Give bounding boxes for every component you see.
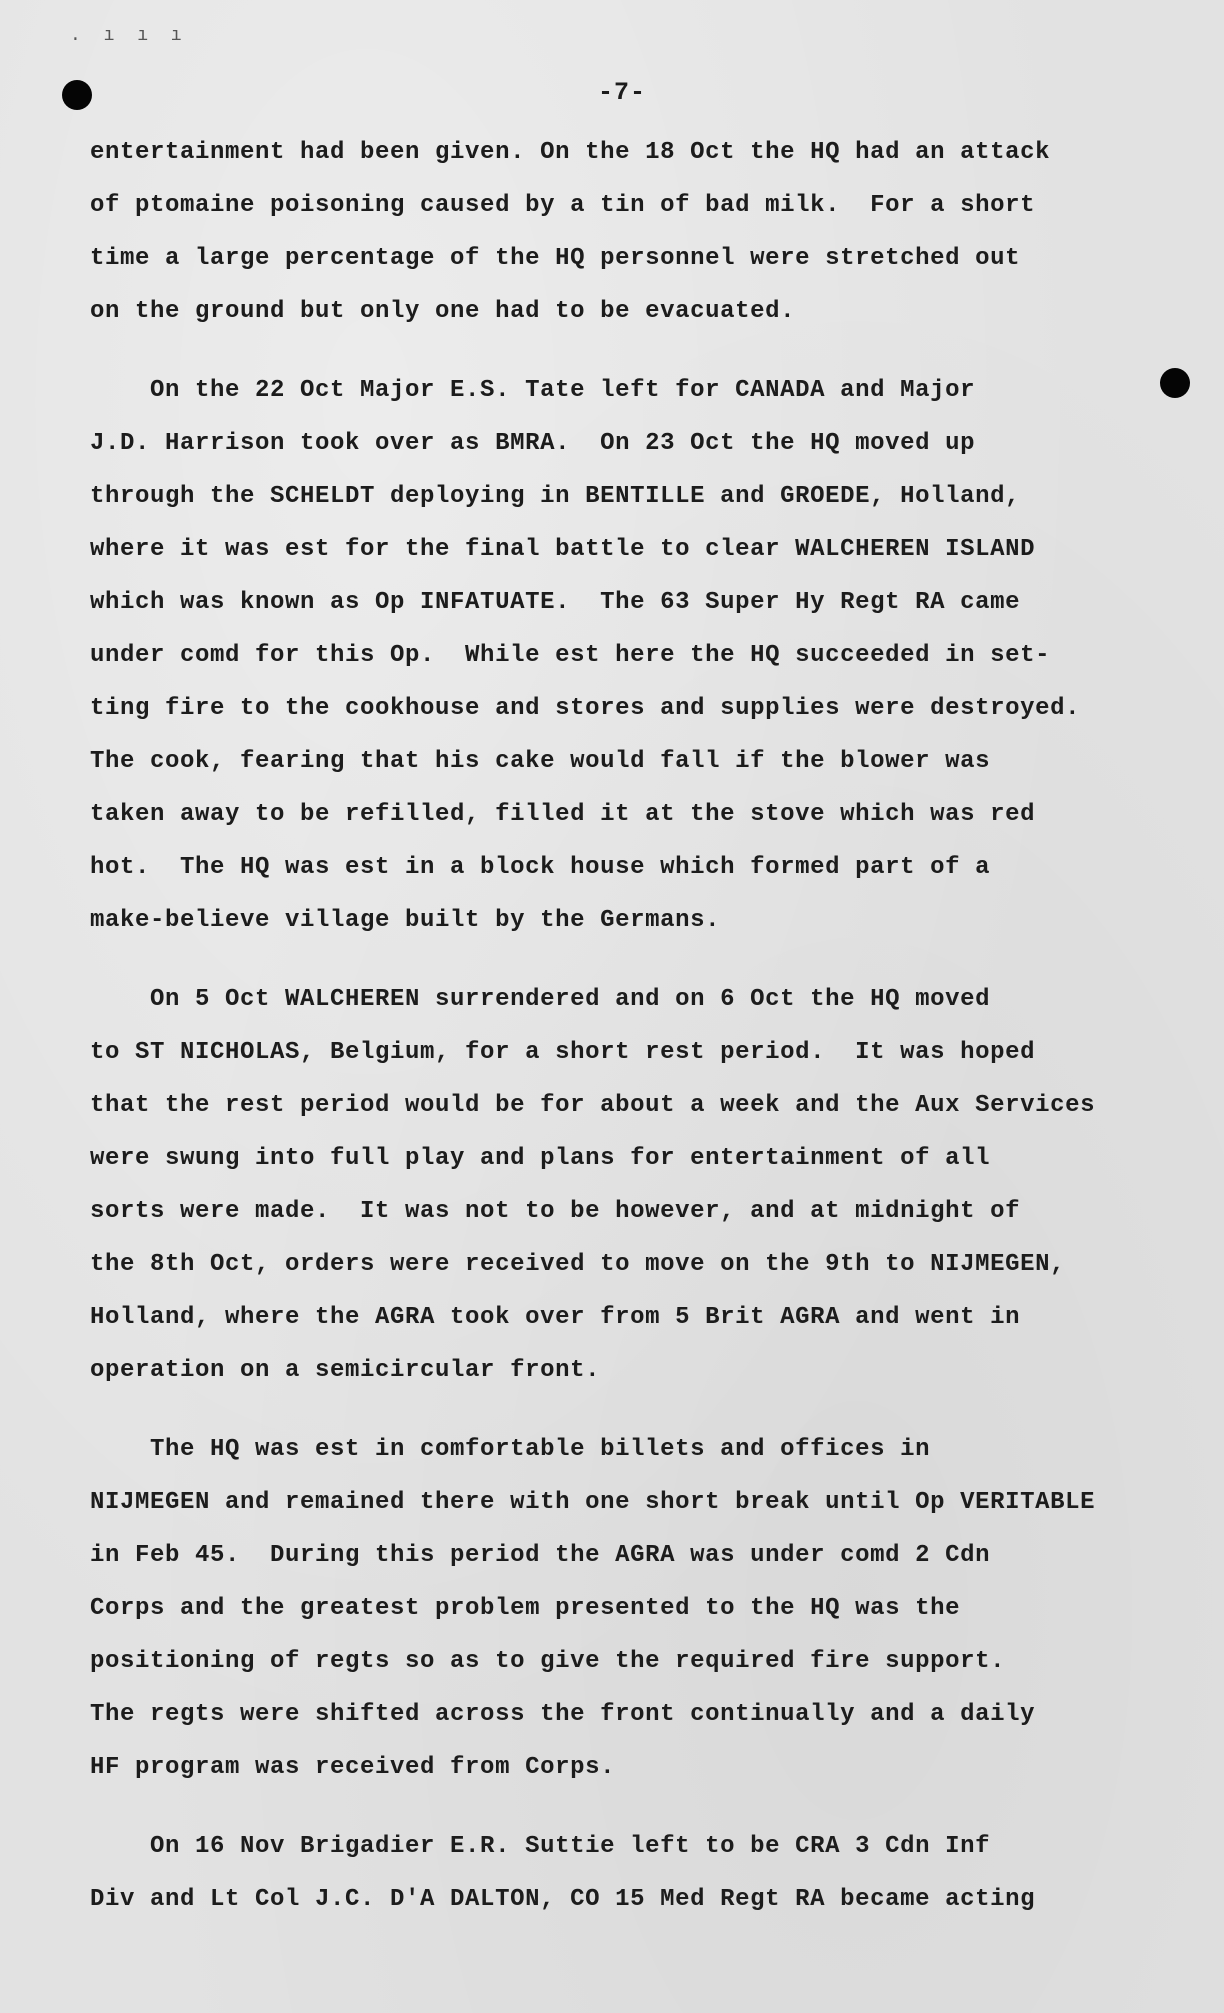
text-line: The cook, fearing that his cake would fall if the blower was [90,748,991,775]
text-line: where it was est for the final battle to clear WALCHEREN ISLAND [90,536,1036,563]
stray-marks: . ı ı ı [70,26,188,46]
text-line: Holland, where the AGRA took over from 5 Brit AGRA and went in [90,1304,1021,1331]
paragraph-3 [90,973,1170,1397]
text-line: On 16 Nov Brigadier E.R. Suttie left to be CRA 3 Cdn Inf [90,1833,991,1860]
text-line: on the ground but only one had to be evacuated. [90,298,796,325]
text-line: were swung into full play and plans for entertainment of all [90,1145,991,1172]
punch-hole-left [62,80,92,110]
text-line: The HQ was est in comfortable billets and offices in [90,1436,931,1463]
text-line: The regts were shifted across the front continually and a daily [90,1701,1036,1728]
text-line: HF program was received from Corps. [90,1754,616,1781]
page-number: -7- [598,78,647,107]
text-line: On 5 Oct WALCHEREN surrendered and on 6 Oct the HQ moved [90,986,991,1013]
paragraph-5 [90,1820,1170,1926]
text-line: that the rest period would be for about a week and the Aux Services [90,1092,1096,1119]
text-line: in Feb 45. During this period the AGRA was under comd 2 Cdn [90,1542,991,1569]
text-line: hot. The HQ was est in a block house which formed part of a [90,854,991,881]
text-line: under comd for this Op. While est here the HQ succeeded in set- [90,642,1051,669]
text-line: entertainment had been given. On the 18 Oct the HQ had an attack [90,139,1051,166]
body-text [90,126,1170,1952]
text-line: make-believe village built by the Germans. [90,907,721,934]
paragraph-4 [90,1423,1170,1794]
text-line: sorts were made. It was not to be however, and at midnight of [90,1198,1021,1225]
text-line: Corps and the greatest problem presented to the HQ was the [90,1595,961,1622]
text-line: ting fire to the cookhouse and stores and supplies were destroyed. [90,695,1081,722]
text-line: which was known as Op INFATUATE. The 63 Super Hy Regt RA came [90,589,1021,616]
text-line: to ST NICHOLAS, Belgium, for a short rest period. It was hoped [90,1039,1036,1066]
text-line: On the 22 Oct Major E.S. Tate left for CANADA and Major [90,377,976,404]
text-line: time a large percentage of the HQ personnel were stretched out [90,245,1021,272]
text-line: Div and Lt Col J.C. D'A DALTON, CO 15 Med Regt RA became acting [90,1886,1036,1913]
paragraph-1 [90,126,1170,338]
text-line: taken away to be refilled, filled it at the stove which was red [90,801,1036,828]
text-line: the 8th Oct, orders were received to move on the 9th to NIJMEGEN, [90,1251,1066,1278]
text-line: positioning of regts so as to give the required fire support. [90,1648,1006,1675]
text-line: of ptomaine poisoning caused by a tin of bad milk. For a short [90,192,1036,219]
text-line: NIJMEGEN and remained there with one short break until Op VERITABLE [90,1489,1096,1516]
text-line: operation on a semicircular front. [90,1357,601,1384]
paragraph-2 [90,364,1170,947]
text-line: through the SCHELDT deploying in BENTILLE and GROEDE, Holland, [90,483,1021,510]
text-line: J.D. Harrison took over as BMRA. On 23 Oct the HQ moved up [90,430,976,457]
